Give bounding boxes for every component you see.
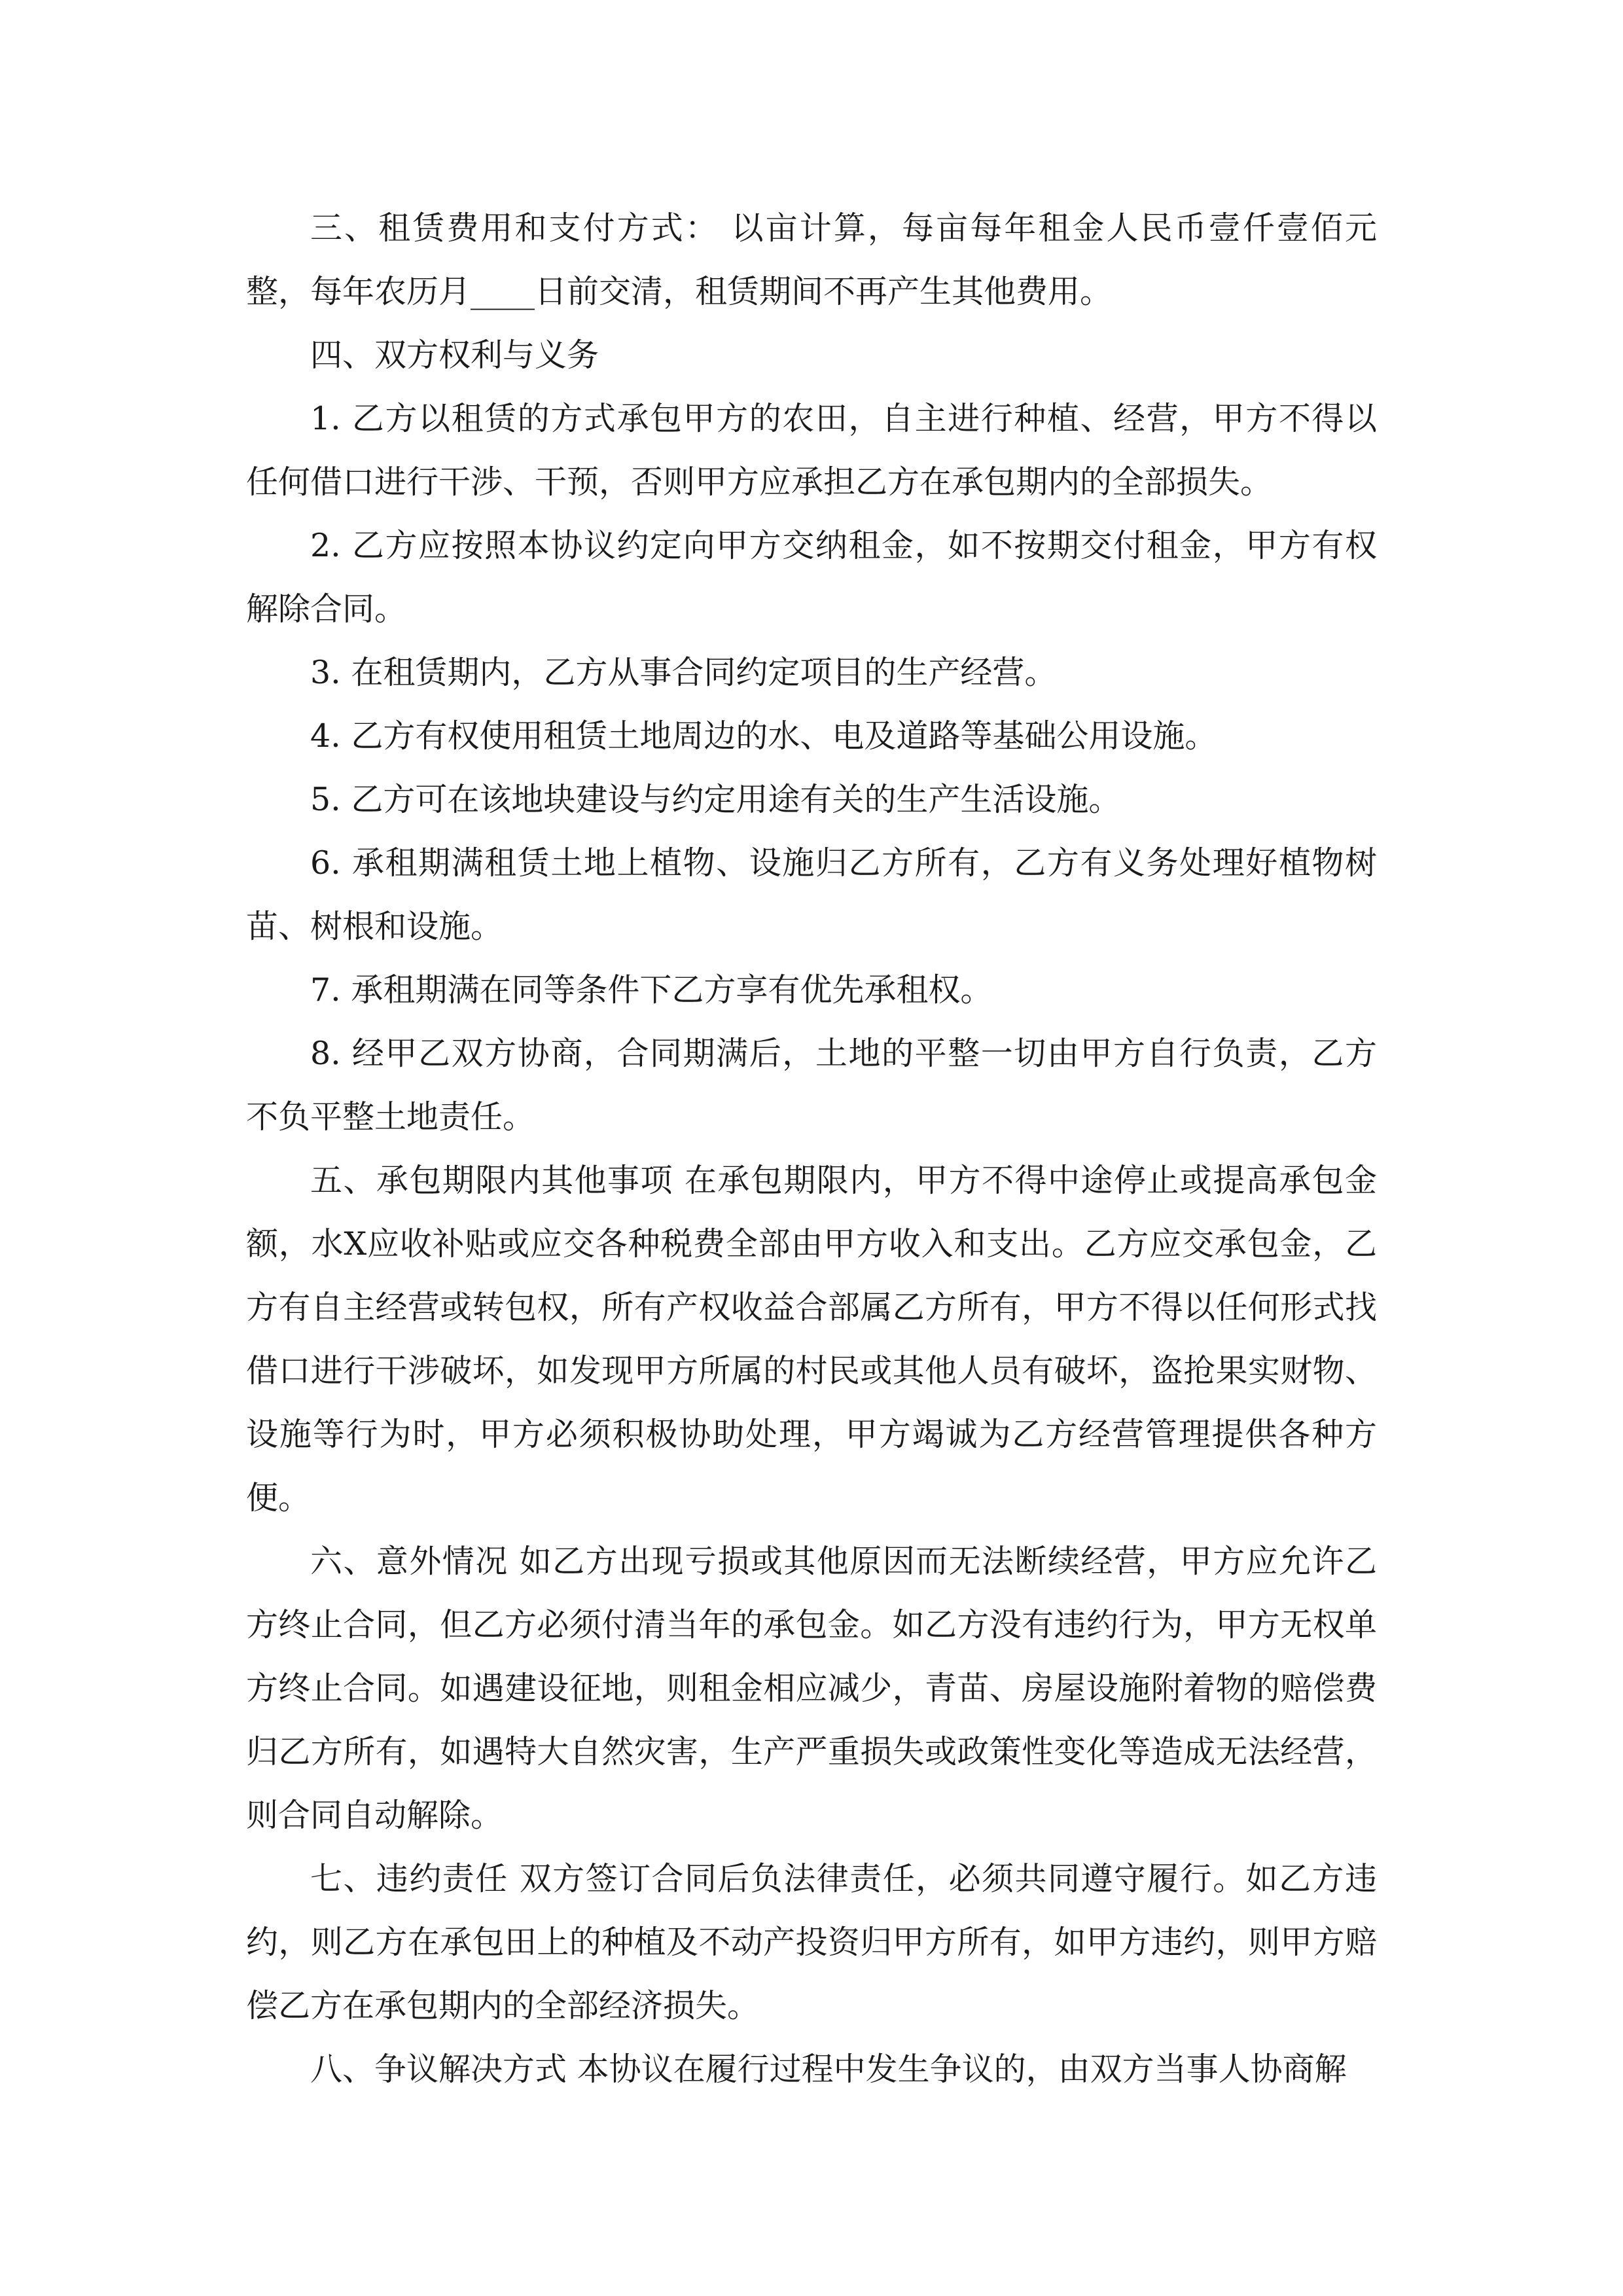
document-page [246, 196, 1377, 2101]
section-five-other-matters: 五、承包期限内其他事项 在承包期限内，甲方不得中途停止或提高承包金额，水X应收补贴或应交各种税费全部由甲方收入和支出。乙方应交承包金，乙方有自主经营或转包权，所有产权收益合部属乙方所有，甲方不得以任何形式找借口进行干涉破坏，如发现甲方所属的村民或其他人员有破坏，盗抢果实财物、设施等行为时，甲方必须积极协助处理，甲方竭诚为乙方经营管理提供各种方便。 [246, 1162, 1377, 1516]
clause-4-3: 3. 在租赁期内，乙方从事合同约定项目的生产经营。 [310, 654, 1057, 691]
clause-4-2: 2. 乙方应按照本协议约定向甲方交纳租金，如不按期交付租金，甲方有权解除合同。 [246, 527, 1377, 628]
clause-4-1: 1. 乙方以租赁的方式承包甲方的农田，自主进行种植、经营，甲方不得以任何借口进行干涉、干预，否则甲方应承担乙方在承包期内的全部损失。 [246, 400, 1377, 501]
section-four-heading: 四、双方权利与义务 [310, 336, 599, 374]
section-eight-dispute: 八、争议解决方式 本协议在履行过程中发生争议的，由双方当事人协商解 [310, 2051, 1347, 2088]
clause-4-7: 7. 承租期满在同等条件下乙方享有优先承租权。 [310, 971, 993, 1009]
clause-4-6: 6. 承租期满租赁土地上植物、设施归乙方所有，乙方有义务处理好植物树苗、树根和设施。 [246, 844, 1377, 945]
section-seven-liability: 七、违约责任 双方签订合同后负法律责任，必须共同遵守履行。如乙方违约，则乙方在承包田上的种植及不动产投资归甲方所有，如甲方违约，则甲方赔偿乙方在承包期内的全部经济损失。 [246, 1860, 1377, 2024]
clause-4-5: 5. 乙方可在该地块建设与约定用途有关的生产生活设施。 [310, 781, 1121, 818]
clause-4-8: 8. 经甲乙双方协商，合同期满后，土地的平整一切由甲方自行负责，乙方不负平整土地责任。 [246, 1035, 1377, 1136]
section-three-rent-payment: 三、租赁费用和支付方式： 以亩计算，每亩每年租金人民币壹仟壹佰元整，每年农历月____日前交清，租赁期间不再产生其他费用。 [246, 209, 1377, 310]
clause-4-4: 4. 乙方有权使用租赁土地周边的水、电及道路等基础公用设施。 [310, 717, 1217, 755]
section-six-accidents: 六、意外情况 如乙方出现亏损或其他原因而无法断续经营，甲方应允许乙方终止合同，但乙方必须付清当年的承包金。如乙方没有违约行为，甲方无权单方终止合同。如遇建设征地，则租金相应减少，青苗、房屋设施附着物的赔偿费归乙方所有，如遇特大自然灾害，生产严重损失或政策性变化等造成无法经营，则合同自动解除。 [246, 1543, 1377, 1834]
